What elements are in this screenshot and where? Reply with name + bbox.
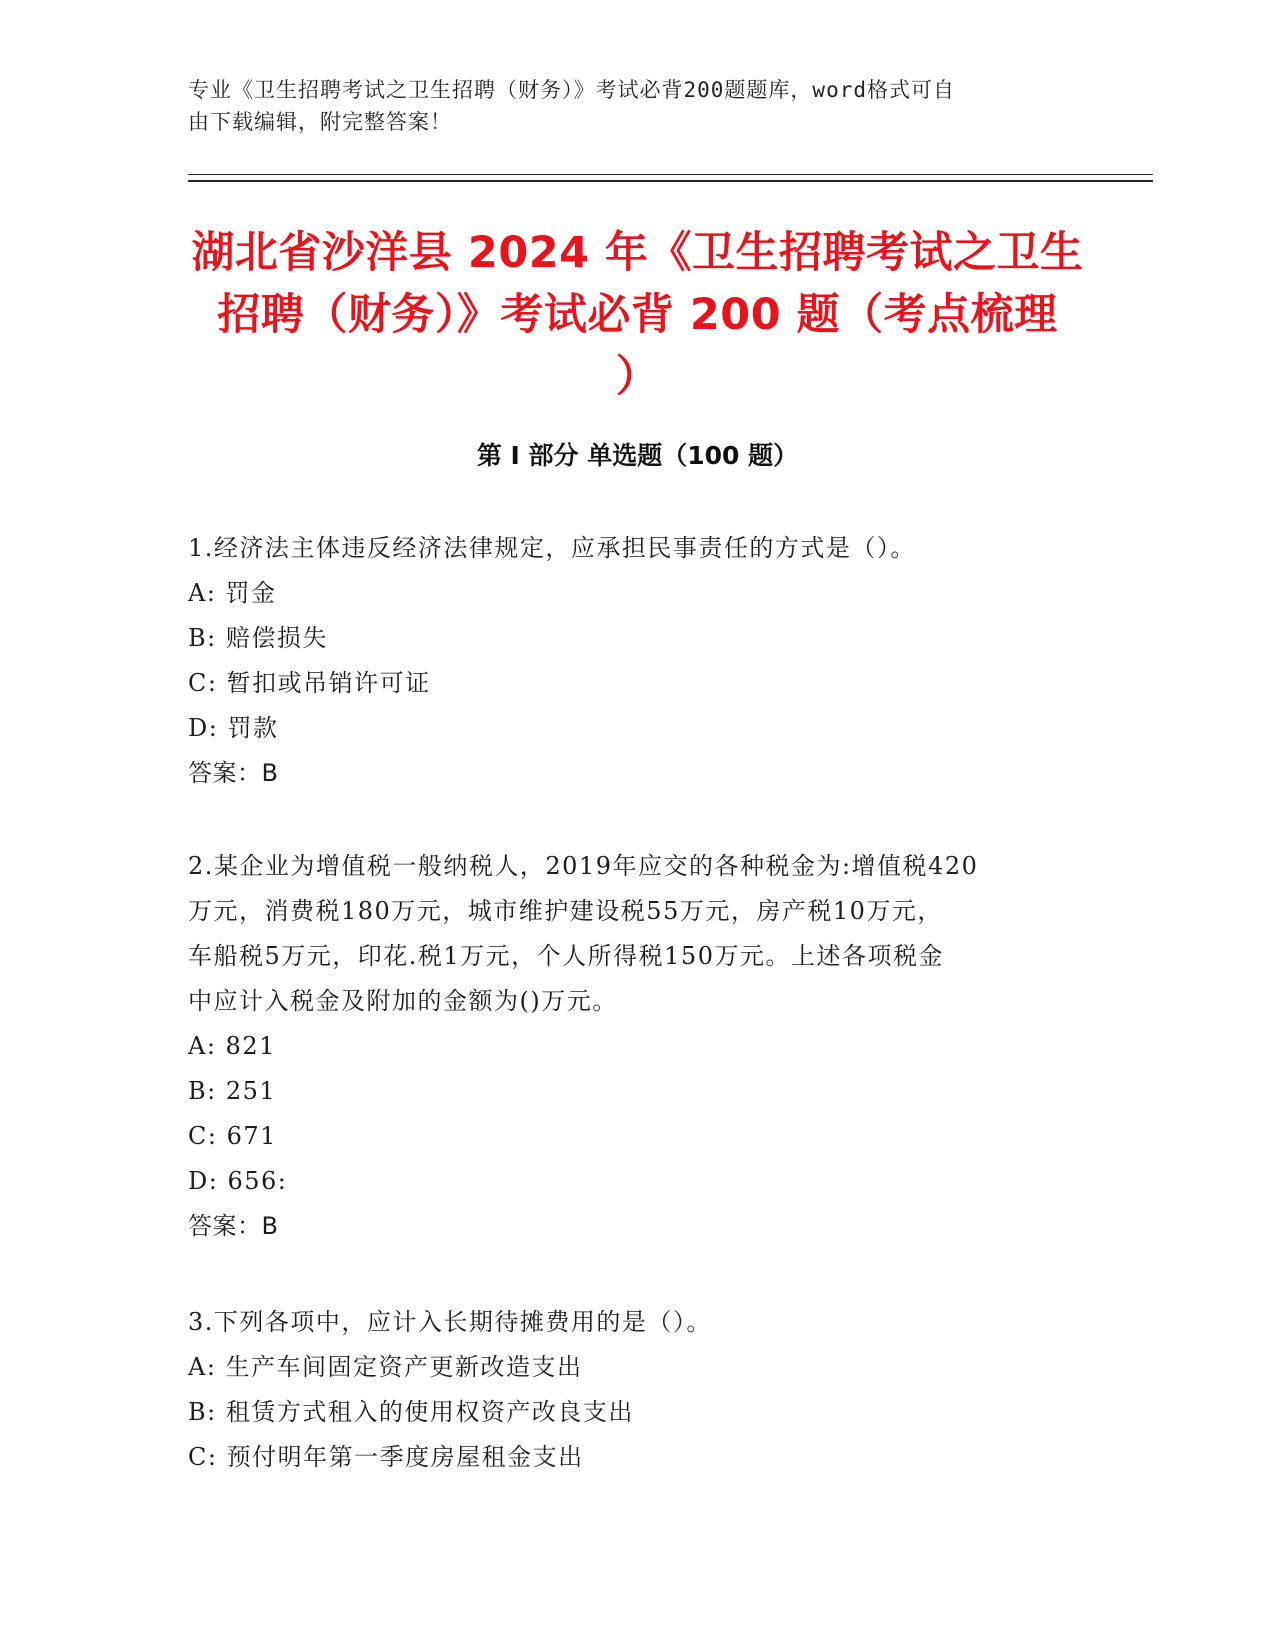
option-a: A: 821 — [188, 1032, 276, 1060]
question-stem-line: 2.某企业为增值税一般纳税人，2019年应交的各种税金为:增值税420 — [188, 852, 979, 880]
option-d: D: 罚款 — [188, 714, 279, 742]
question-2 — [188, 844, 1088, 1249]
option-d: D: 656: — [188, 1167, 288, 1195]
document-title — [150, 222, 1125, 408]
header-note-line: 专业《卫生招聘考试之卫生招聘（财务）》考试必背200题题库，word格式可自 — [188, 78, 955, 102]
option-c: C: 671 — [188, 1122, 277, 1150]
question-1 — [188, 526, 1088, 796]
question-stem-line: 车船税5万元，印花.税1万元，个人所得税150万元。上述各项税金 — [188, 942, 944, 970]
header-note — [188, 74, 1088, 138]
document-title-line: 招聘（财务）》考试必背 200 题（考点梳理 — [217, 290, 1058, 340]
option-c: C: 预付明年第一季度房屋租金支出 — [188, 1443, 584, 1471]
option-a: A: 生产车间固定资产更新改造支出 — [188, 1353, 583, 1381]
header-note-line: 由下载编辑，附完整答案！ — [188, 110, 452, 134]
header-divider-thick — [188, 180, 1153, 182]
header-divider-thin — [188, 174, 1153, 175]
document-title-line: 湖北省沙洋县 2024 年《卫生招聘考试之卫生 — [191, 228, 1084, 278]
question-3 — [188, 1300, 1088, 1480]
option-c: C: 暂扣或吊销许可证 — [188, 669, 431, 697]
question-stem-line: 万元，消费税180万元，城市维护建设税55万元，房产税10万元， — [188, 897, 943, 925]
answer: 答案：B — [188, 759, 279, 787]
question-stem: 3.下列各项中，应计入长期待摊费用的是（）。 — [188, 1308, 712, 1336]
option-a: A: 罚金 — [188, 579, 277, 607]
option-b: B: 251 — [188, 1077, 277, 1105]
answer: 答案：B — [188, 1212, 279, 1240]
option-b: B: 租赁方式租入的使用权资产改良支出 — [188, 1398, 634, 1426]
section-heading: 第 I 部分 单选题（100 题） — [476, 441, 799, 470]
option-b: B: 赔偿损失 — [188, 624, 328, 652]
question-stem: 1.经济法主体违反经济法律规定，应承担民事责任的方式是（）。 — [188, 534, 916, 562]
document-title-line: ） — [615, 352, 660, 402]
question-stem-line: 中应计入税金及附加的金额为()万元。 — [188, 987, 618, 1015]
